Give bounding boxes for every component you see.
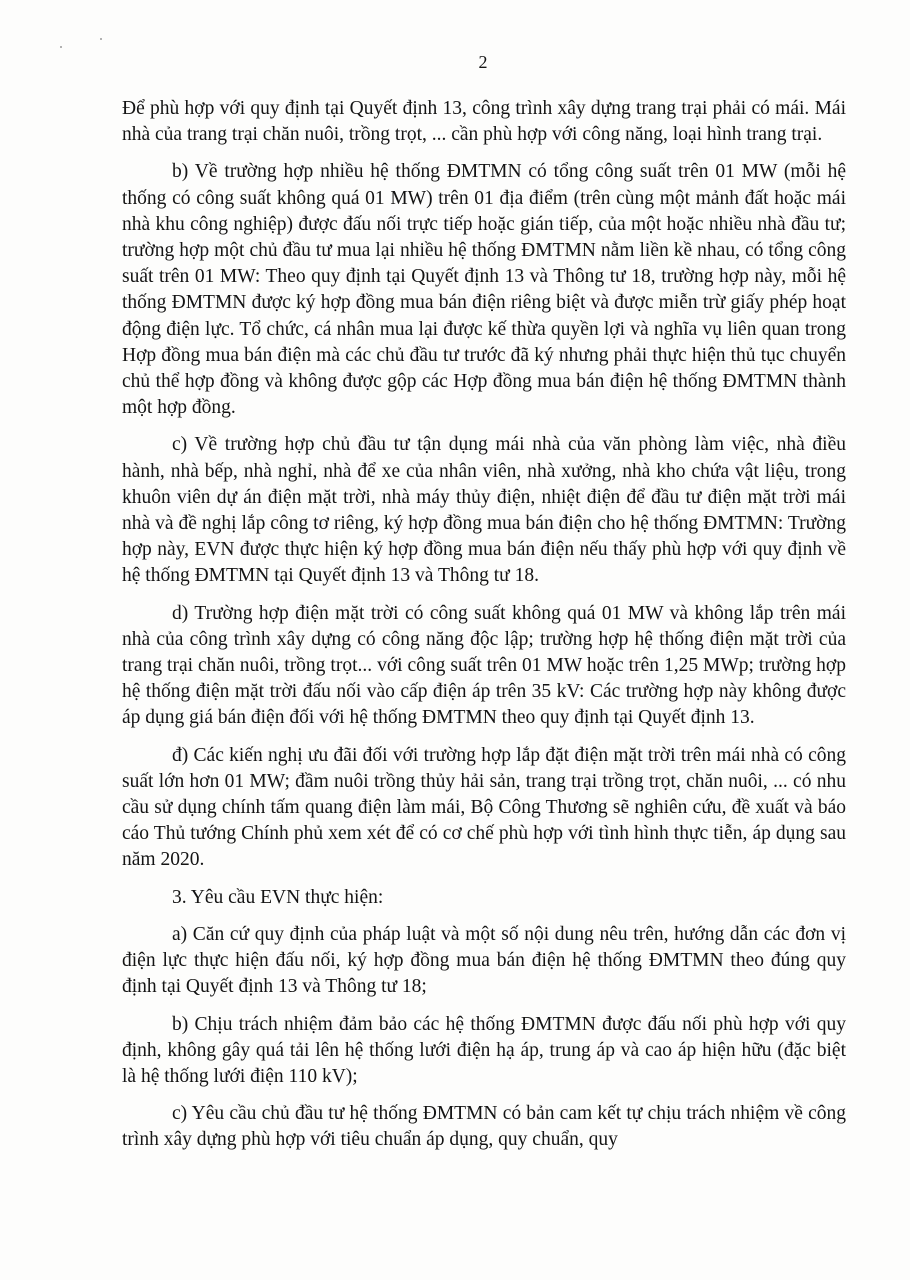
section-heading-evn-requirements: 3. Yêu cầu EVN thực hiện: bbox=[172, 886, 384, 908]
page-number: 2 bbox=[478, 52, 488, 72]
paragraph-item-dd-incentive-proposals: đ) Các kiến nghị ưu đãi đối với trường hợp lắp đặt điện mặt trời trên mái nhà có công suất lớn hơn 01 MW; đầm nuôi trồng thủy hải sản, trang trại trồng trọt, chăn nuôi, ... có nhu cầu sử dụng chính tấm quang điện làm mái, Bộ Công Thương sẽ nghiên cứu, đề xuất và báo cáo Thủ tướng Chính phủ xem xét để có cơ chế phù hợp với tình hình thực tiễn, áp dụng sau năm 2020. bbox=[122, 744, 846, 871]
paragraph-requirement-b: b) Chịu trách nhiệm đảm bảo các hệ thống ĐMTMN được đấu nối phù hợp với quy định, không gây quá tải lên hệ thống lưới điện hạ áp, trung áp và cao áp hiện hữu (đặc biệt là hệ thống lưới điện 110 kV); bbox=[122, 1013, 846, 1087]
paragraph-requirement-a: a) Căn cứ quy định của pháp luật và một số nội dung nêu trên, hướng dẫn các đơn vị điện lực thực hiện đấu nối, ký hợp đồng mua bán điện hệ thống ĐMTMN theo đúng quy định tại Quyết định 13 và Thông tư 18; bbox=[122, 923, 846, 998]
paragraph-item-d-non-roof-cases: d) Trường hợp điện mặt trời có công suất không quá 01 MW và không lắp trên mái nhà của công trình xây dựng có công năng độc lập; trường hợp hệ thống điện mặt trời của trang trại chăn nuôi, trồng trọt... với công suất trên 01 MW hoặc trên 1,25 MWp; trường hợp hệ thống điện mặt trời đấu nối vào cấp điện áp trên 35 kV: Các trường hợp này không được áp dụng giá bán điện đối với hệ thống ĐMTMN theo quy định tại Quyết định 13. bbox=[122, 602, 846, 729]
paragraph-item-b-multiple-systems: b) Về trường hợp nhiều hệ thống ĐMTMN có tổng công suất trên 01 MW (mỗi hệ thống có công suất không quá 01 MW) trên 01 địa điểm (trên cùng một mảnh đất hoặc mái nhà khu công nghiệp) được đấu nối trực tiếp hoặc gián tiếp, của một hoặc nhiều nhà đầu tư; trường hợp một chủ đầu tư mua lại nhiều hệ thống ĐMTMN nằm liền kề nhau, có tổng công suất trên 01 MW: Theo quy định tại Quyết định 13 và Thông tư 18, trường hợp này, mỗi hệ thống ĐMTMN được ký hợp đồng mua bán điện riêng biệt và được miễn trừ giấy phép hoạt động điện lực. Tổ chức, cá nhân mua lại được kế thừa quyền lợi và nghĩa vụ liên quan trong Hợp đồng mua bán điện mà các chủ đầu tư trước đã ký nhưng phải thực hiện thủ tục chuyển chủ thể hợp đồng và không được gộp các Hợp đồng mua bán điện hệ thống ĐMTMN thành một hợp đồng. bbox=[122, 161, 846, 419]
scan-speck bbox=[60, 46, 62, 48]
document-body bbox=[122, 96, 846, 1154]
paragraph-continuation: Để phù hợp với quy định tại Quyết định 13, công trình xây dựng trang trại phải có mái. Mái nhà của trang trại chăn nuôi, trồng trọt, ... cần phù hợp với công năng, loại hình trang trại. bbox=[122, 98, 846, 146]
scan-speck bbox=[100, 38, 102, 40]
paragraph-item-c-office-roofs: c) Về trường hợp chủ đầu tư tận dụng mái nhà của văn phòng làm việc, nhà điều hành, nhà bếp, nhà nghỉ, nhà để xe của nhân viên, nhà xưởng, nhà kho chứa vật liệu, trong khuôn viên dự án điện mặt trời, nhà máy thủy điện, nhiệt điện để đầu tư điện mặt trời mái nhà và đề nghị lắp công tơ riêng, ký hợp đồng mua bán điện cho hệ thống ĐMTMN: Trường hợp này, EVN được thực hiện ký hợp đồng mua bán điện nếu thấy phù hợp với quy định về hệ thống ĐMTMN tại Quyết định 13 và Thông tư 18. bbox=[122, 434, 846, 587]
paragraph-requirement-c: c) Yêu cầu chủ đầu tư hệ thống ĐMTMN có bản cam kết tự chịu trách nhiệm về công trình xây dựng phù hợp với tiêu chuẩn áp dụng, quy chuẩn, quy bbox=[122, 1103, 846, 1151]
